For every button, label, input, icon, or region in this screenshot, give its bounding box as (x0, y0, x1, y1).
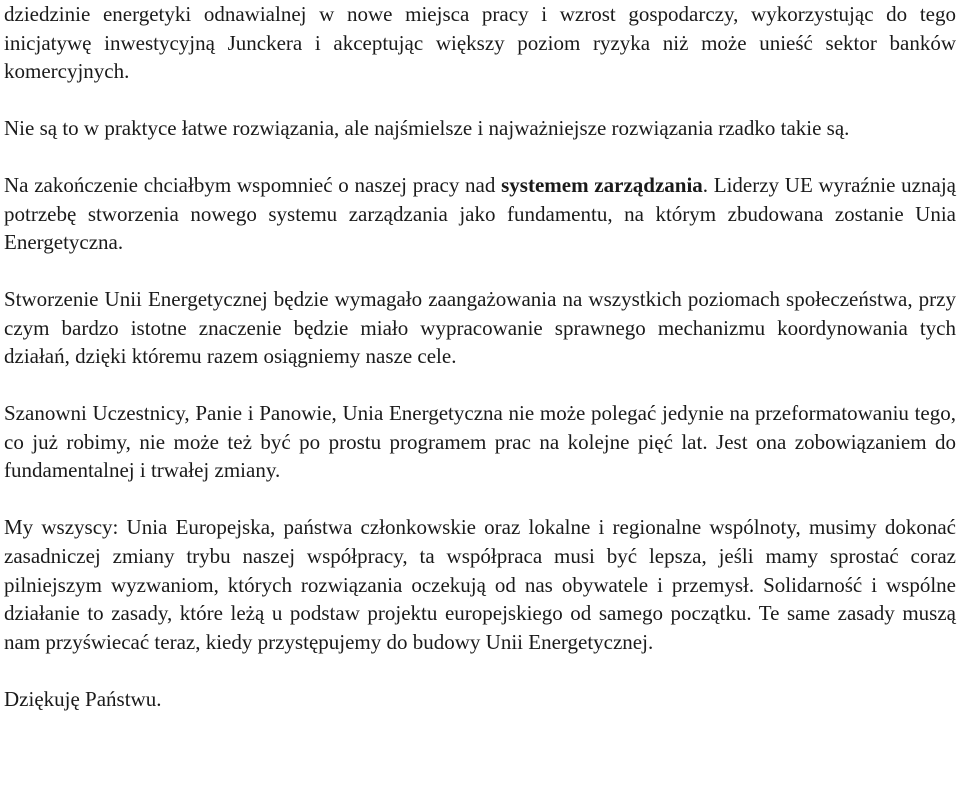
paragraph-3-lead: Na zakończenie chciałbym wspomnieć o naszej pracy nad (4, 172, 502, 197)
paragraph-4: Stworzenie Unii Energetycznej będzie wymagało zaangażowania na wszystkich poziomach społeczeństwa, przy czym bardzo istotne znaczenie będzie miało wypracowanie sprawnego mechanizmu koordynowania tych działań, dzięki któremu razem osiągniemy nasze cele. (4, 286, 956, 369)
closing-line: Dziękuję Państwu. (4, 686, 162, 711)
paragraph-5: Szanowni Uczestnicy, Panie i Panowie, Unia Energetyczna nie może polegać jedynie na przeformatowaniu tego, co już robimy, nie może też być po prostu programem prac na kolejne pięć lat. Jest ona zobowiązaniem do fundamentalnej i trwałej zmiany. (4, 401, 956, 483)
paragraph-3-rest: . Liderzy UE wyraźnie uznają potrzebę stworzenia nowego systemu zarządzania jako fundamentu, na którym zbudowana zostanie Unia Energetyczna. (4, 172, 956, 255)
paragraph-3-bold-term: systemem zarządzania (501, 172, 703, 197)
paragraph-6: My wszyscy: Unia Europejska, państwa członkowskie oraz lokalne i regionalne wspólnoty, musimy dokonać zasadniczej zmiany trybu naszej współpracy, ta współpraca musi być lepsza, jeśli mamy sprostać coraz pilniejszym wyzwaniom, których rozwiązania oczekują od nas obywatele i przemysł. Solidarność i wspólne działanie to zasady, które leżą u podstaw projektu europejskiego od samego początku. Te same zasady muszą nam przyświecać teraz, kiedy przystępujemy do budowy Unii Energetycznej. (4, 515, 956, 654)
paragraph-1: dziedzinie energetyki odnawialnej w nowe miejsca pracy i wzrost gospodarczy, wykorzystując do tego inicjatywę inwestycyjną Junckera i akceptując większy poziom ryzyka niż może unieść sektor banków komercyjnych. (4, 2, 956, 84)
paragraph-2: Nie są to w praktyce łatwe rozwiązania, ale najśmielsze i najważniejsze rozwiązania rzadko takie są. (4, 116, 850, 141)
paragraph-3 (4, 171, 956, 257)
